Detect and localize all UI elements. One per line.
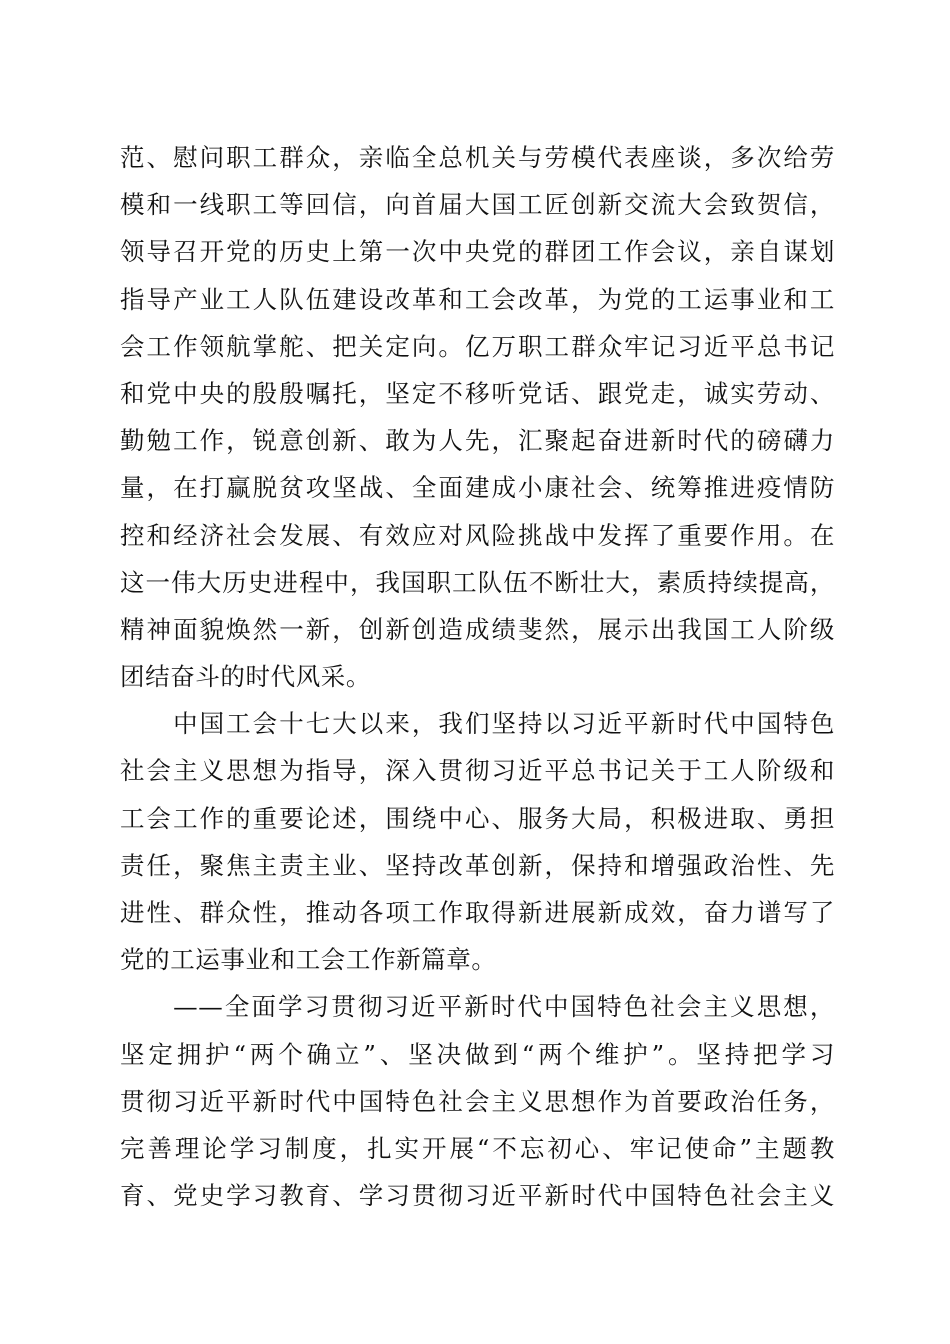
text-line: ——全面学习贯彻习近平新时代中国特色社会主义思想， [120, 992, 835, 1022]
text-line: 坚定拥护“两个确立”、坚决做到“两个维护”。坚持把学习 [120, 1039, 835, 1069]
text-line: 勤勉工作，锐意创新、敢为人先，汇聚起奋进新时代的磅礴力 [120, 426, 835, 456]
text-line: 和党中央的殷殷嘱托，坚定不移听党话、跟党走，诚实劳动、 [120, 378, 835, 408]
text-line: 精神面貌焕然一新，创新创造成绩斐然，展示出我国工人阶级 [120, 614, 835, 644]
text-line: 控和经济社会发展、有效应对风险挑战中发挥了重要作用。在 [120, 520, 835, 550]
text-line: 模和一线职工等回信，向首届大国工匠创新交流大会致贺信， [120, 190, 835, 220]
text-line: 完善理论学习制度，扎实开展“不忘初心、牢记使命”主题教 [120, 1133, 835, 1163]
text-line: 这一伟大历史进程中，我国职工队伍不断壮大，素质持续提高， [120, 567, 835, 597]
text-line: 团结奋斗的时代风采。 [120, 662, 371, 692]
text-line: 进性、群众性，推动各项工作取得新进展新成效，奋力谱写了 [120, 898, 835, 927]
text-line: 中国工会十七大以来，我们坚持以习近平新时代中国特色 [120, 709, 835, 739]
text-line: 责任，聚焦主责主业、坚持改革创新，保持和增强政治性、先 [120, 850, 835, 880]
text-line: 量，在打赢脱贫攻坚战、全面建成小康社会、统筹推进疫情防 [120, 473, 835, 503]
text-line: 党的工运事业和工会工作新篇章。 [120, 945, 497, 975]
text-line: 指导产业工人队伍建设改革和工会改革，为党的工运事业和工 [120, 284, 835, 314]
text-line: 范、慰问职工群众，亲临全总机关与劳模代表座谈，多次给劳 [120, 143, 835, 172]
text-line: 社会主义思想为指导，深入贯彻习近平总书记关于工人阶级和 [120, 756, 835, 786]
body-text [120, 134, 835, 1219]
text-line: 工会工作的重要论述，围绕中心、服务大局，积极进取、勇担 [120, 803, 835, 833]
text-line: 贯彻习近平新时代中国特色社会主义思想作为首要政治任务， [120, 1086, 835, 1116]
text-line: 育、党史学习教育、学习贯彻习近平新时代中国特色社会主义 [120, 1181, 835, 1211]
text-line: 会工作领航掌舵、把关定向。亿万职工群众牢记习近平总书记 [120, 331, 835, 361]
text-line: 领导召开党的历史上第一次中央党的群团工作会议，亲自谋划 [120, 237, 835, 267]
